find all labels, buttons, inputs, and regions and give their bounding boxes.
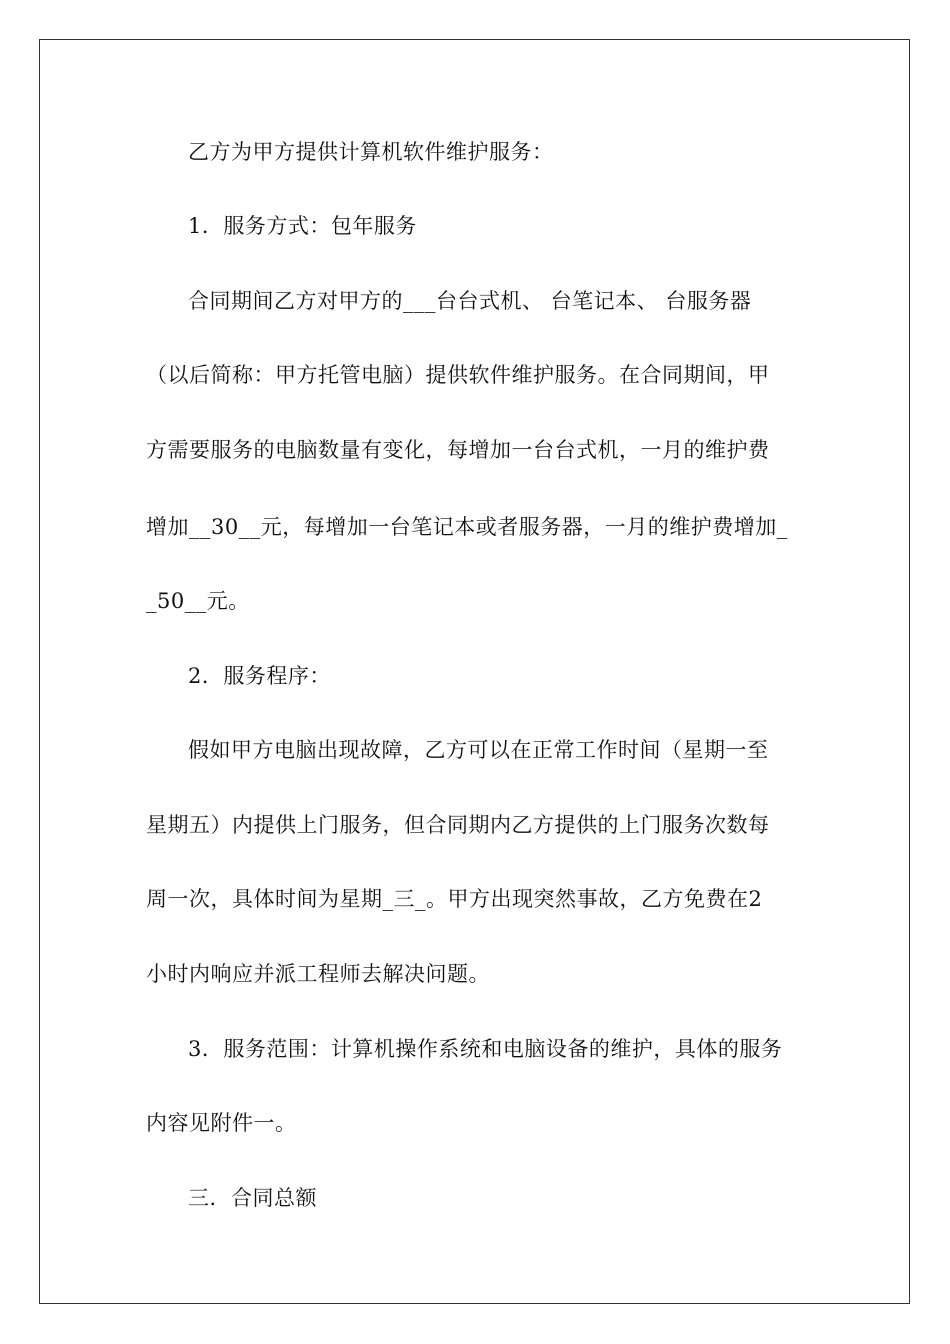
paragraph-procedure-line-2: 星期五）内提供上门服务，但合同期内乙方提供的上门服务次数每 bbox=[146, 813, 770, 837]
heading-service-method: 1．服务方式：包年服务 bbox=[188, 214, 417, 238]
heading-service-procedure: 2．服务程序： bbox=[188, 664, 331, 688]
paragraph-procedure-line-3: 周一次，具体时间为星期_三_。甲方出现突然事故，乙方免费在2 bbox=[146, 887, 763, 911]
paragraph-service-method-line-5: _50__元。 bbox=[146, 589, 250, 613]
paragraph-service-method-line-3: 方需要服务的电脑数量有变化，每增加一台台式机，一月的维护费 bbox=[146, 438, 770, 462]
paragraph-service-method-line-1: 合同期间乙方对甲方的___台台式机、 台笔记本、 台服务器 bbox=[188, 289, 752, 313]
paragraph-service-method-line-4: 增加__30__元，每增加一台笔记本或者服务器，一月的维护费增加_ bbox=[146, 515, 788, 539]
paragraph-procedure-line-1: 假如甲方电脑出现故障，乙方可以在正常工作时间（星期一至 bbox=[188, 738, 769, 762]
paragraph-procedure-line-4: 小时内响应并派工程师去解决问题。 bbox=[146, 962, 490, 986]
heading-contract-total: 三．合同总额 bbox=[188, 1186, 317, 1210]
paragraph-scope-line-1: 3．服务范围：计算机操作系统和电脑设备的维护，具体的服务 bbox=[188, 1037, 783, 1061]
paragraph-service-method-line-2: （以后简称：甲方托管电脑）提供软件维护服务。在合同期间，甲 bbox=[146, 363, 770, 387]
paragraph-scope-line-2: 内容见附件一。 bbox=[146, 1111, 297, 1135]
paragraph-intro: 乙方为甲方提供计算机软件维护服务： bbox=[188, 140, 554, 164]
